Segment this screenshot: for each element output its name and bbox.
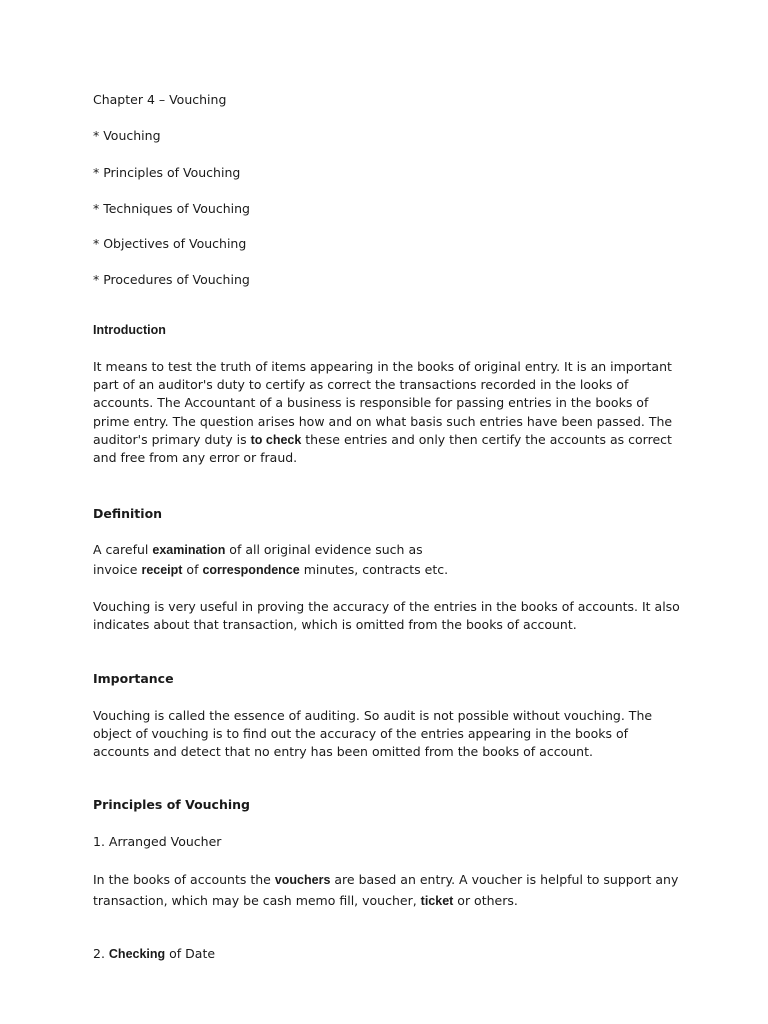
topic-item: * Objectives of Vouching: [93, 236, 247, 251]
principle-item-title: [93, 945, 215, 963]
definition-text: of: [182, 562, 203, 577]
principle-item-title: 1. Arranged Voucher: [93, 834, 222, 849]
intro-text: It means to test the truth of items appearing in the books of original entry. It is an important part of an auditor's duty to certify as correct the transactions recorded in the looks of accounts. The Accountant of a business is responsible for passing entries in the books of prime entry. The question arises how and on what basis such entries have been passed. The auditor's primary duty is: [93, 359, 673, 447]
introduction-paragraph: [93, 358, 683, 467]
principle-bold-keyword: Checking: [108, 947, 166, 961]
definition-paragraph: Vouching is very useful in proving the accuracy of the entries in the books of accounts. It also indicates about that transaction, which is omitted from the books of account.: [93, 599, 680, 633]
topic-item: * Principles of Vouching: [93, 165, 241, 180]
principle-bold-keyword: vouchers: [274, 873, 331, 887]
importance-heading: Importance: [93, 671, 174, 686]
principle-text: are based an entry. A voucher is helpful to support any transaction, which may be cash memo fill, voucher,: [93, 872, 679, 908]
definition-heading: Definition: [93, 506, 163, 521]
definition-text: of all original evidence such as: [225, 542, 423, 557]
definition-line-2: [93, 561, 448, 579]
definition-bold-keyword: receipt: [141, 563, 183, 577]
principle-number: 2.: [93, 946, 109, 961]
chapter-title: Chapter 4 – Vouching: [93, 92, 227, 107]
definition-bold-keyword: examination: [152, 543, 226, 557]
definition-line-1: [93, 541, 423, 559]
principle-text: of Date: [165, 946, 216, 961]
definition-text: minutes, contracts etc.: [299, 562, 449, 577]
intro-bold-keyword: to check: [250, 432, 302, 447]
principle-text: In the books of accounts the: [93, 872, 275, 887]
principle-bold-keyword: ticket: [420, 893, 454, 908]
topic-item: * Vouching: [93, 128, 161, 143]
topic-item: * Techniques of Vouching: [93, 201, 250, 216]
importance-paragraph: Vouching is called the essence of auditing. So audit is not possible without vouching. The object of vouching is to find out the accuracy of the entries appearing in the books of accounts and detect that no entry has been omitted from the books of account.: [93, 708, 653, 760]
definition-text: invoice: [93, 562, 142, 577]
intro-text: these entries and only then certify the accounts as correct and free from any error or fraud.: [93, 431, 672, 466]
definition-bold-keyword: correspondence: [202, 563, 300, 577]
principle-text: or others.: [453, 892, 518, 908]
topic-item: * Procedures of Vouching: [93, 272, 250, 287]
introduction-heading: Introduction: [93, 323, 166, 337]
principles-heading: Principles of Vouching: [93, 797, 251, 812]
definition-text: A careful: [93, 542, 153, 557]
principle-item-paragraph: [93, 870, 683, 911]
